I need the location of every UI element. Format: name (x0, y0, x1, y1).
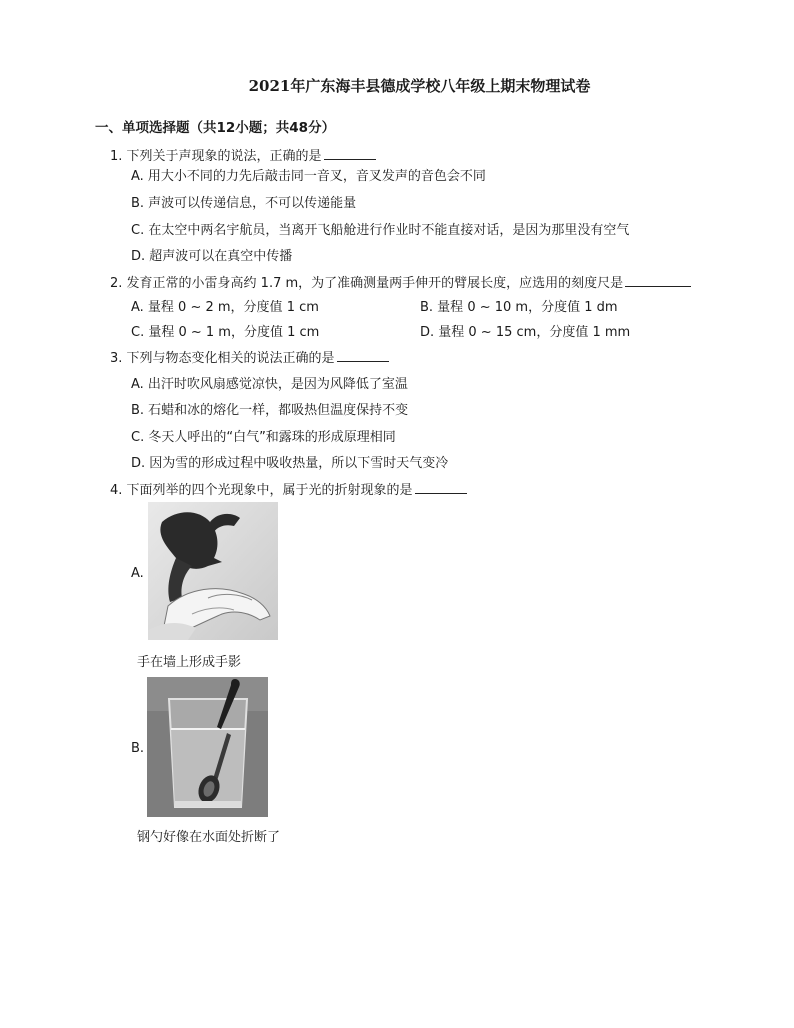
question-3-option-b: B. 石蜡和冰的熔化一样，都吸热但温度保持不变 (131, 403, 409, 418)
question-4-option-a-letter: A. (131, 566, 144, 581)
question-2-stem (110, 272, 691, 291)
question-3-option-c: C. 冬天人呼出的“白气”和露珠的形成原理相同 (131, 430, 396, 445)
question-4-text: 4. 下面列举的四个光现象中，属于光的折射现象的是 (110, 483, 413, 498)
question-3-option-d: D. 因为雪的形成过程中吸收热量，所以下雪时天气变冷 (131, 456, 449, 471)
question-2-text: 2. 发育正常的小雷身高约 1.7 m，为了准确测量两手伸开的臂展长度，应选用的刻度尺是 (110, 276, 624, 291)
question-1-option-d: D. 超声波可以在真空中传播 (131, 249, 293, 264)
answer-blank (324, 147, 376, 160)
question-2-option-a: A. 量程 0 ~ 2 m，分度值 1 cm (131, 300, 319, 315)
question-1-option-b: B. 声波可以传递信息，不可以传递能量 (131, 196, 357, 211)
question-4-stem (110, 479, 467, 498)
question-1-stem (110, 145, 376, 164)
section-heading: 一、单项选择题（共12小题；共48分） (95, 120, 336, 136)
question-3-text: 3. 下列与物态变化相关的说法正确的是 (110, 351, 335, 366)
answer-blank (337, 349, 389, 362)
question-3-option-a: A. 出汗时吹风扇感觉凉快，是因为风降低了室温 (131, 377, 408, 392)
answer-blank (625, 274, 691, 287)
spoon-in-glass-photo (147, 677, 268, 817)
question-4-option-b-letter: B. (131, 741, 145, 756)
hand-shadow-photo (148, 502, 278, 640)
answer-blank (415, 481, 467, 494)
question-4-option-a-caption: 手在墙上形成手影 (137, 655, 242, 670)
question-1-option-a: A. 用大小不同的力先后敲击同一音叉，音叉发声的音色会不同 (131, 169, 486, 184)
page-title: 2021年广东海丰县德成学校八年级上期末物理试卷 (248, 77, 591, 95)
question-3-stem (110, 347, 389, 366)
question-2-option-d: D. 量程 0 ~ 15 cm，分度值 1 mm (420, 325, 631, 340)
question-1-text: 1. 下列关于声现象的说法，正确的是 (110, 149, 322, 164)
question-2-option-b: B. 量程 0 ~ 10 m，分度值 1 dm (420, 300, 618, 315)
question-1-option-c: C. 在太空中两名宇航员，当离开飞船舱进行作业时不能直接对话，是因为那里没有空气 (131, 223, 630, 238)
question-2-option-c: C. 量程 0 ~ 1 m，分度值 1 cm (131, 325, 320, 340)
question-4-option-b-caption: 钢勺好像在水面处折断了 (137, 830, 281, 845)
